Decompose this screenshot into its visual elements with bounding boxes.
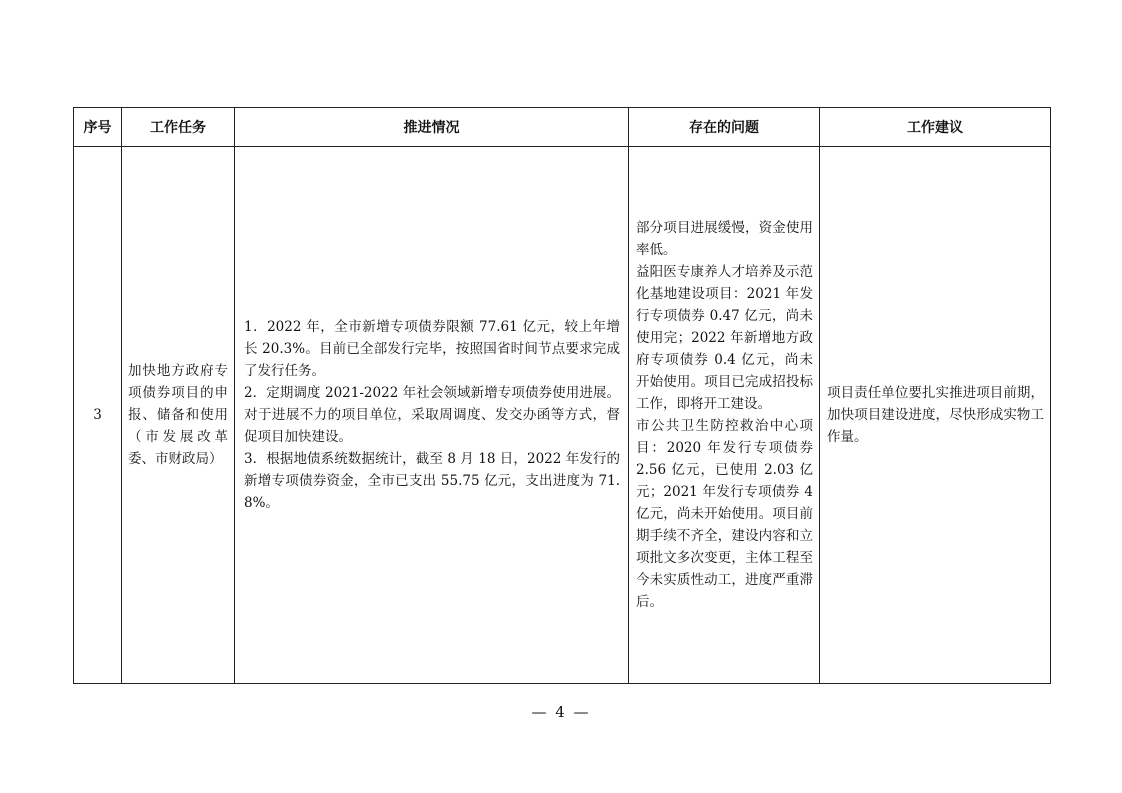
progress-item: 2．定期调度 2021-2022 年社会领域新增专项债券使用进展。对于进展不力的项目单位，采取周调度、发交办函等方式，督促项目加快建设。: [244, 385, 620, 445]
issues-cell: [629, 147, 820, 684]
header-progress: 推进情况: [235, 108, 629, 147]
header-task: 工作任务: [122, 108, 235, 147]
page-number: — 4 —: [531, 703, 591, 721]
header-advice: 工作建议: [820, 108, 1051, 147]
advice-cell: [820, 147, 1051, 684]
row-number: 3: [74, 147, 122, 684]
header-no: 序号: [74, 108, 122, 147]
work-progress-table: [73, 107, 1051, 684]
advice-text: 项目责任单位要扎实推进项目前期，加快项目建设进度，尽快形成实物工作量。: [827, 385, 1044, 445]
issue-item: 益阳医专康养人才培养及示范化基地建设项目：2021 年发行专项债券 0.47 亿元，尚未使用完；2022 年新增地方政府专项债券 0.4 亿元，尚未开始使用。项目已完成招投标工作，即将开工建设。: [636, 264, 813, 412]
progress-item: 3．根据地债系统数据统计，截至 8 月 18 日，2022 年发行的新增专项债券资金，全市已支出 55.75 亿元，支出进度为 71.8%。: [244, 451, 620, 511]
issue-item: 市公共卫生防控救治中心项目：2020 年发行专项债券 2.56 亿元，已使用 2.03 亿元；2021 年发行专项债券 4 亿元，尚未开始使用。项目前期手续不齐全，建设内容和立项批文多次变更，主体工程至今未实质性动工，进度严重滞后。: [636, 418, 813, 610]
task-cell: [122, 147, 235, 684]
progress-cell: [235, 147, 629, 684]
header-issues: 存在的问题: [629, 108, 820, 147]
task-text: 加快地方政府专项债券项目的申报、储备和使用（市发展改革委、市财政局）: [128, 363, 228, 467]
table-row: [74, 147, 1051, 684]
table-header-row: [74, 108, 1051, 147]
issue-item: 部分项目进展缓慢，资金使用率低。: [636, 220, 813, 258]
progress-item: 1．2022 年，全市新增专项债券限额 77.61 亿元，较上年增长 20.3%。目前已全部发行完毕，按照国省时间节点要求完成了发行任务。: [244, 319, 620, 379]
